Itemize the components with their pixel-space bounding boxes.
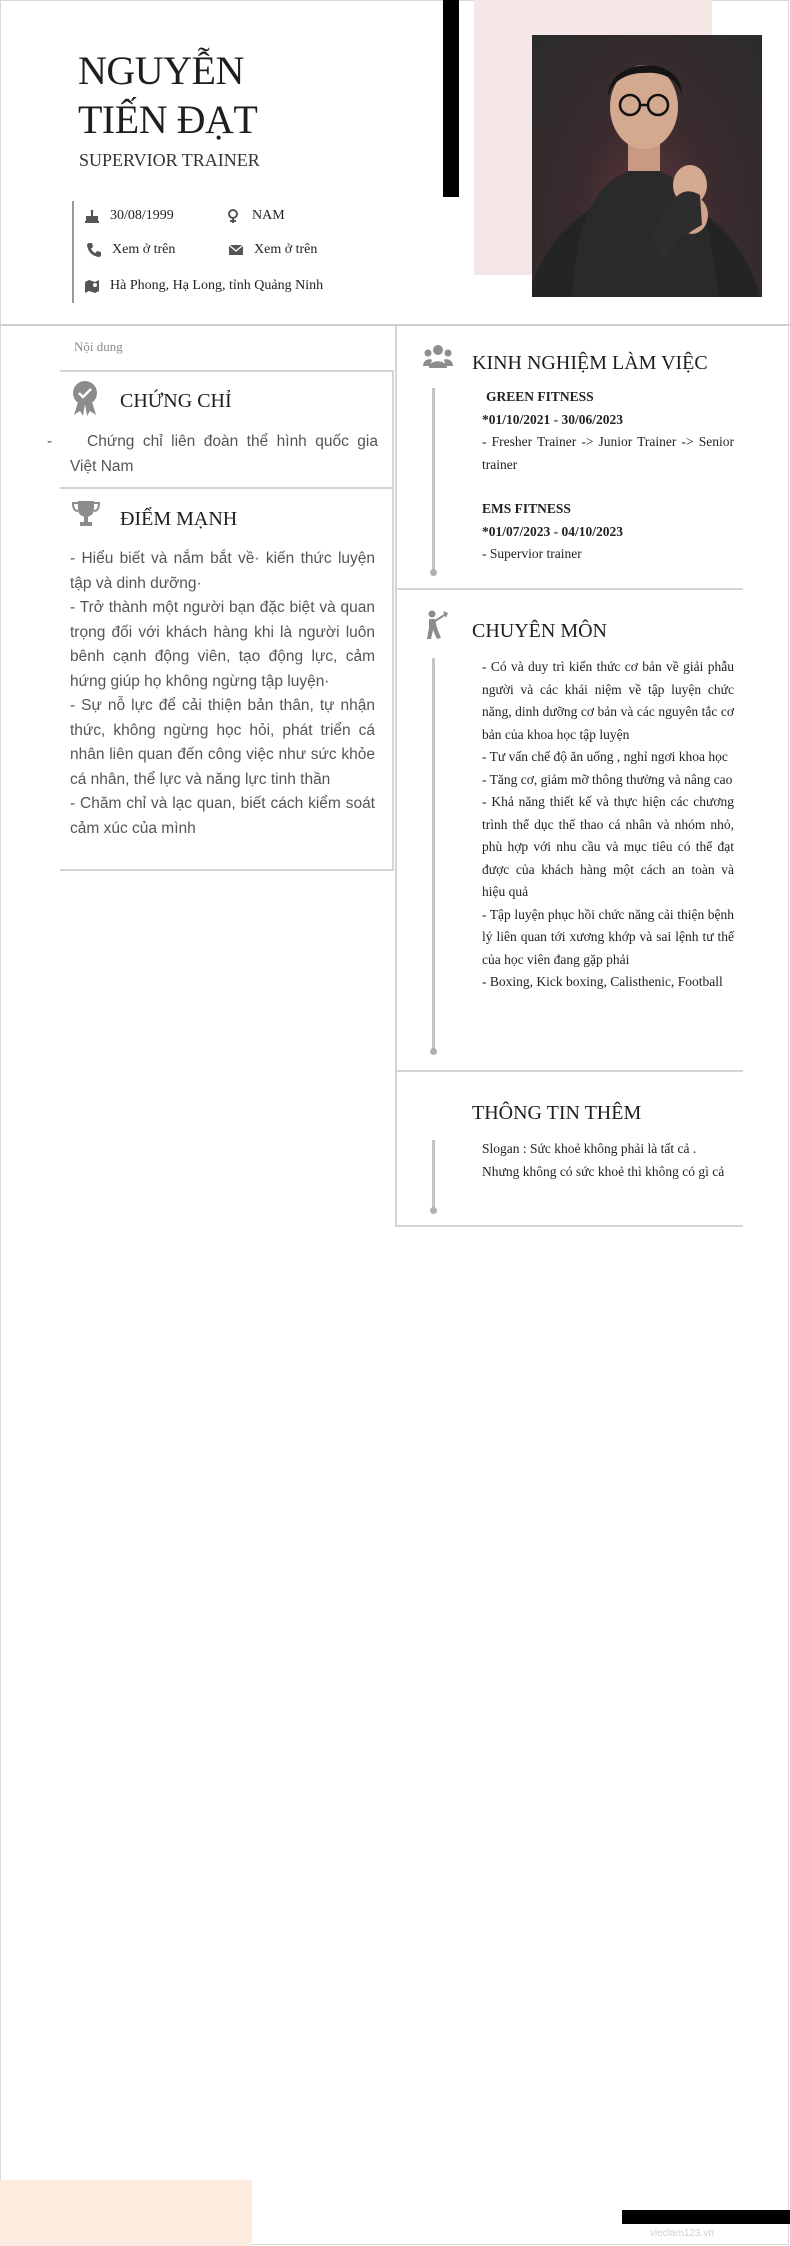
certificates-section: [47, 372, 394, 489]
certificate-text: Chứng chỉ liên đoàn thể hình quốc gia Việt Nam: [70, 433, 378, 475]
decorative-footer-bar: [622, 2210, 790, 2224]
phone-value: Xem ở trên: [112, 242, 176, 257]
name-line-2: TIẾN ĐẠT: [78, 97, 258, 142]
job-title: SUPERVIOR TRAINER: [79, 150, 260, 170]
phone-icon: [86, 242, 102, 258]
experience-timeline: [432, 388, 435, 572]
strengths-list: [70, 547, 375, 841]
expertise-item: - Tập luyện phục hồi chức năng cải thiện bệnh lý liên quan tới xương khớp và sai lệnh tư thế của học viên đang gặp phải: [482, 906, 734, 967]
email-item: [228, 242, 317, 258]
job-entry: [482, 498, 734, 566]
strength-item: - Hiểu biết và nắm bắt về· kiến thức luyện tập và dinh dưỡng·: [70, 550, 375, 592]
job-period: *01/10/2021 - 30/06/2023: [482, 411, 623, 427]
additional-info-title: THÔNG TIN THÊM: [472, 1102, 642, 1124]
award-ribbon-icon: [70, 380, 100, 416]
company-name: GREEN FITNESS: [486, 389, 594, 404]
team-icon: [423, 344, 453, 370]
phone-item: [86, 242, 175, 258]
cake-icon: [84, 208, 100, 224]
contact-info: [72, 201, 372, 303]
full-name: [78, 46, 257, 144]
strength-item: - Chăm chỉ và lạc quan, biết cách kiểm soát cảm xúc của mình: [70, 795, 375, 837]
expertise-item: - Tư vấn chế độ ăn uống , nghỉ ngơi khoa học: [482, 749, 728, 764]
certificates-title: CHỨNG CHỈ: [120, 390, 232, 412]
worker-tools-icon: [423, 610, 449, 640]
expertise-timeline: [432, 658, 435, 1051]
certificate-bullet: -: [47, 433, 53, 450]
decorative-peach-block: [0, 2180, 252, 2246]
company-name: EMS FITNESS: [482, 501, 571, 516]
address-item: [84, 278, 323, 294]
strengths-title: ĐIỂM MẠNH: [120, 508, 238, 530]
map-icon: [84, 278, 100, 294]
expertise-title: CHUYÊN MÔN: [472, 620, 607, 642]
expertise-list: [482, 656, 734, 994]
strengths-section: [60, 489, 394, 871]
expertise-item: - Khả năng thiết kế và thực hiện các chương trình thể dục thể thao cá nhân và nhóm nhỏ, phù hợp với nhu cầu và mục tiêu có thể đạt được của khách hàng một cách an toàn và hiệu quả: [482, 794, 734, 899]
address-value: Hà Phong, Hạ Long, tỉnh Quảng Ninh: [110, 278, 324, 293]
additional-info-section: [395, 1072, 743, 1227]
name-line-1: NGUYỄN: [78, 48, 244, 93]
placeholder-label: Nội dung: [74, 339, 123, 354]
additional-timeline: [432, 1140, 435, 1210]
envelope-icon: [228, 242, 244, 258]
gender-item: [226, 208, 285, 224]
email-value: Xem ở trên: [254, 242, 318, 257]
strength-item: - Trở thành một người bạn đặc biệt và quan trọng đối với khách hàng khi là người luôn bênh cạnh động viên, tạo động lực, cảm hứng giúp họ không ngừng tập luyện·: [70, 599, 375, 690]
watermark: vieclam123.vn: [650, 2228, 714, 2239]
expertise-item: - Tăng cơ, giảm mỡ thông thường và nâng cao: [482, 771, 733, 787]
job-period: *01/07/2023 - 04/10/2023: [482, 523, 623, 539]
strength-item: - Sự nỗ lực để cải thiện bản thân, tự nhận thức, không ngừng học hỏi, phát triển cá nhân liên quan đến công việc như sức khỏe cá nhân, thể lực và năng lực tinh thần: [70, 697, 375, 788]
job-entry: [482, 386, 734, 476]
decorative-black-bar: [443, 0, 459, 197]
expertise-item: - Có và duy trì kiến thức cơ bản về giải phẫu người và các khái niệm về tập luyện chức năng, dinh dưỡng cơ bản và các nguyên tắc cơ bản của khoa học tập luyện: [482, 659, 734, 742]
slogan-text: Slogan : Sức khoẻ không phải là tất cả . Nhưng không có sức khoẻ thì không có gì cả: [482, 1141, 725, 1179]
birthday-value: 30/08/1999: [110, 208, 174, 223]
expertise-item: - Boxing, Kick boxing, Calisthenic, Football: [482, 974, 723, 989]
job-description: - Supervior trainer: [482, 546, 582, 561]
gender-value: NAM: [252, 208, 285, 223]
job-description: - Fresher Trainer -> Junior Trainer -> Senior trainer: [482, 434, 734, 472]
experience-title: KINH NGHIỆM LÀM VIỆC: [472, 352, 708, 374]
gender-icon: [226, 208, 242, 224]
trophy-icon: [72, 499, 100, 527]
experience-section: [395, 326, 743, 590]
birthday-item: [84, 208, 174, 224]
profile-photo: [532, 35, 762, 297]
expertise-section: [395, 590, 743, 1072]
